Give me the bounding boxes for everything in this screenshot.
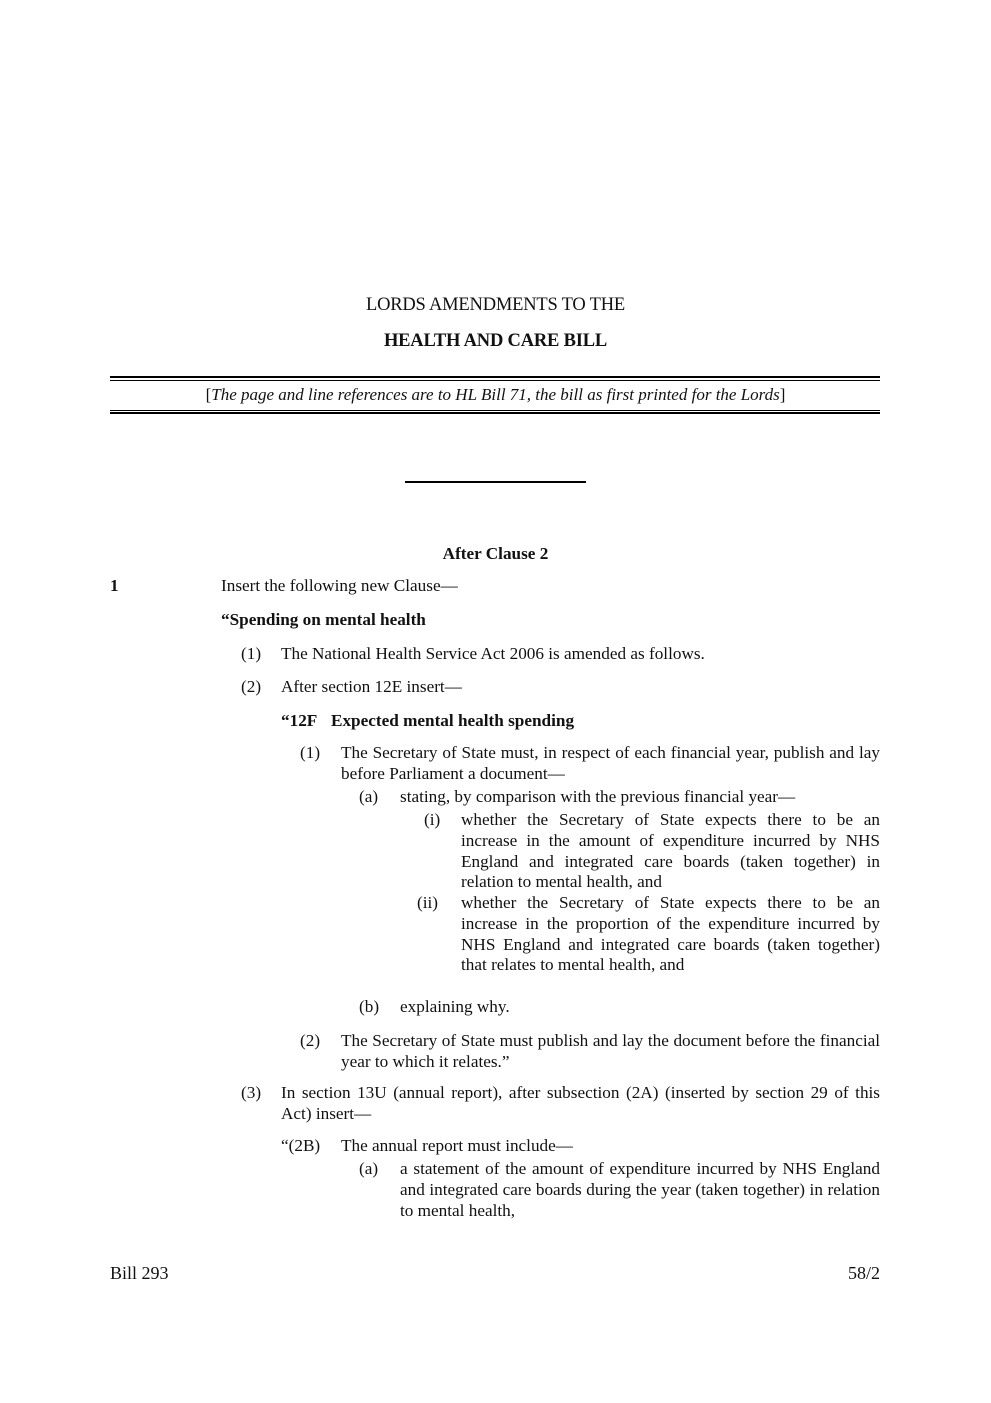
footer-bill-number: Bill 293 xyxy=(110,1263,169,1283)
subsection-text: In section 13U (annual report), after subsection (2A) (inserted by section 29 of this Act) insert— xyxy=(281,1083,880,1123)
double-rule-bottom-thick xyxy=(110,412,880,414)
footer-reference: 58/2 xyxy=(847,1263,880,1283)
new-clause-title: “Spending on mental health xyxy=(221,610,426,629)
inserted-section-number: “12F xyxy=(281,711,318,730)
amendment-instruction: Insert the following new Clause— xyxy=(221,576,458,595)
subsection-number: (1) xyxy=(300,743,321,762)
double-rule-top-thin xyxy=(110,380,880,381)
subsection-number: (2) xyxy=(241,677,262,696)
subsection-number: (1) xyxy=(241,644,262,663)
inserted-section-title: Expected mental health spending xyxy=(331,711,575,730)
inserted-subsection-text: The annual report must include— xyxy=(341,1136,573,1155)
subsection-number: (3) xyxy=(241,1083,262,1102)
section-separator-line xyxy=(405,481,586,483)
subsection-text: The National Health Service Act 2006 is amended as follows. xyxy=(281,644,705,663)
subsection-number: (2) xyxy=(300,1031,321,1050)
inserted-subsection-number: “(2B) xyxy=(281,1136,321,1155)
double-rule-top-thick xyxy=(110,376,880,378)
subsection-text: After section 12E insert— xyxy=(281,677,462,696)
document-title-line1: LORDS AMENDMENTS TO THE xyxy=(365,295,626,315)
subparagraph-number: (i) xyxy=(424,810,441,829)
double-rule-bottom-thin xyxy=(110,410,880,411)
paragraph-number: (b) xyxy=(359,997,380,1016)
reference-note xyxy=(0,385,991,405)
document-title-bill-name: HEALTH AND CARE BILL xyxy=(383,331,608,351)
reference-note-open-bracket: [ xyxy=(205,385,212,404)
paragraph-text: stating, by comparison with the previous financial year— xyxy=(400,787,796,806)
subparagraph-number: (ii) xyxy=(417,893,438,912)
cross-heading: After Clause 2 xyxy=(442,544,549,563)
subparagraph-text: whether the Secretary of State expects there to be an increase in the amount of expenditure incurred by NHS England and integrated care boards (taken together) in relation to mental health, and xyxy=(461,810,880,892)
paragraph-text: explaining why. xyxy=(400,997,510,1016)
paragraph-number: (a) xyxy=(359,787,379,806)
paragraph-number: (a) xyxy=(359,1159,379,1178)
subsection-text: The Secretary of State must publish and lay the document before the financial year to which it relates.” xyxy=(341,1031,880,1071)
subparagraph-text: whether the Secretary of State expects there to be an increase in the proportion of the expenditure incurred by NHS England and integrated care boards (taken together) that relates to mental health, and xyxy=(461,893,880,975)
reference-note-text: The page and line references are to HL Bill 71, the bill as first printed for the Lords xyxy=(211,385,780,404)
subsection-text: The Secretary of State must, in respect of each financial year, publish and lay before Parliament a document— xyxy=(341,743,880,783)
reference-note-close-bracket: ] xyxy=(779,385,786,404)
paragraph-text: a statement of the amount of expenditure incurred by NHS England and integrated care boards during the year (taken together) in relation to mental health, xyxy=(400,1159,880,1220)
amendment-number: 1 xyxy=(110,576,119,595)
